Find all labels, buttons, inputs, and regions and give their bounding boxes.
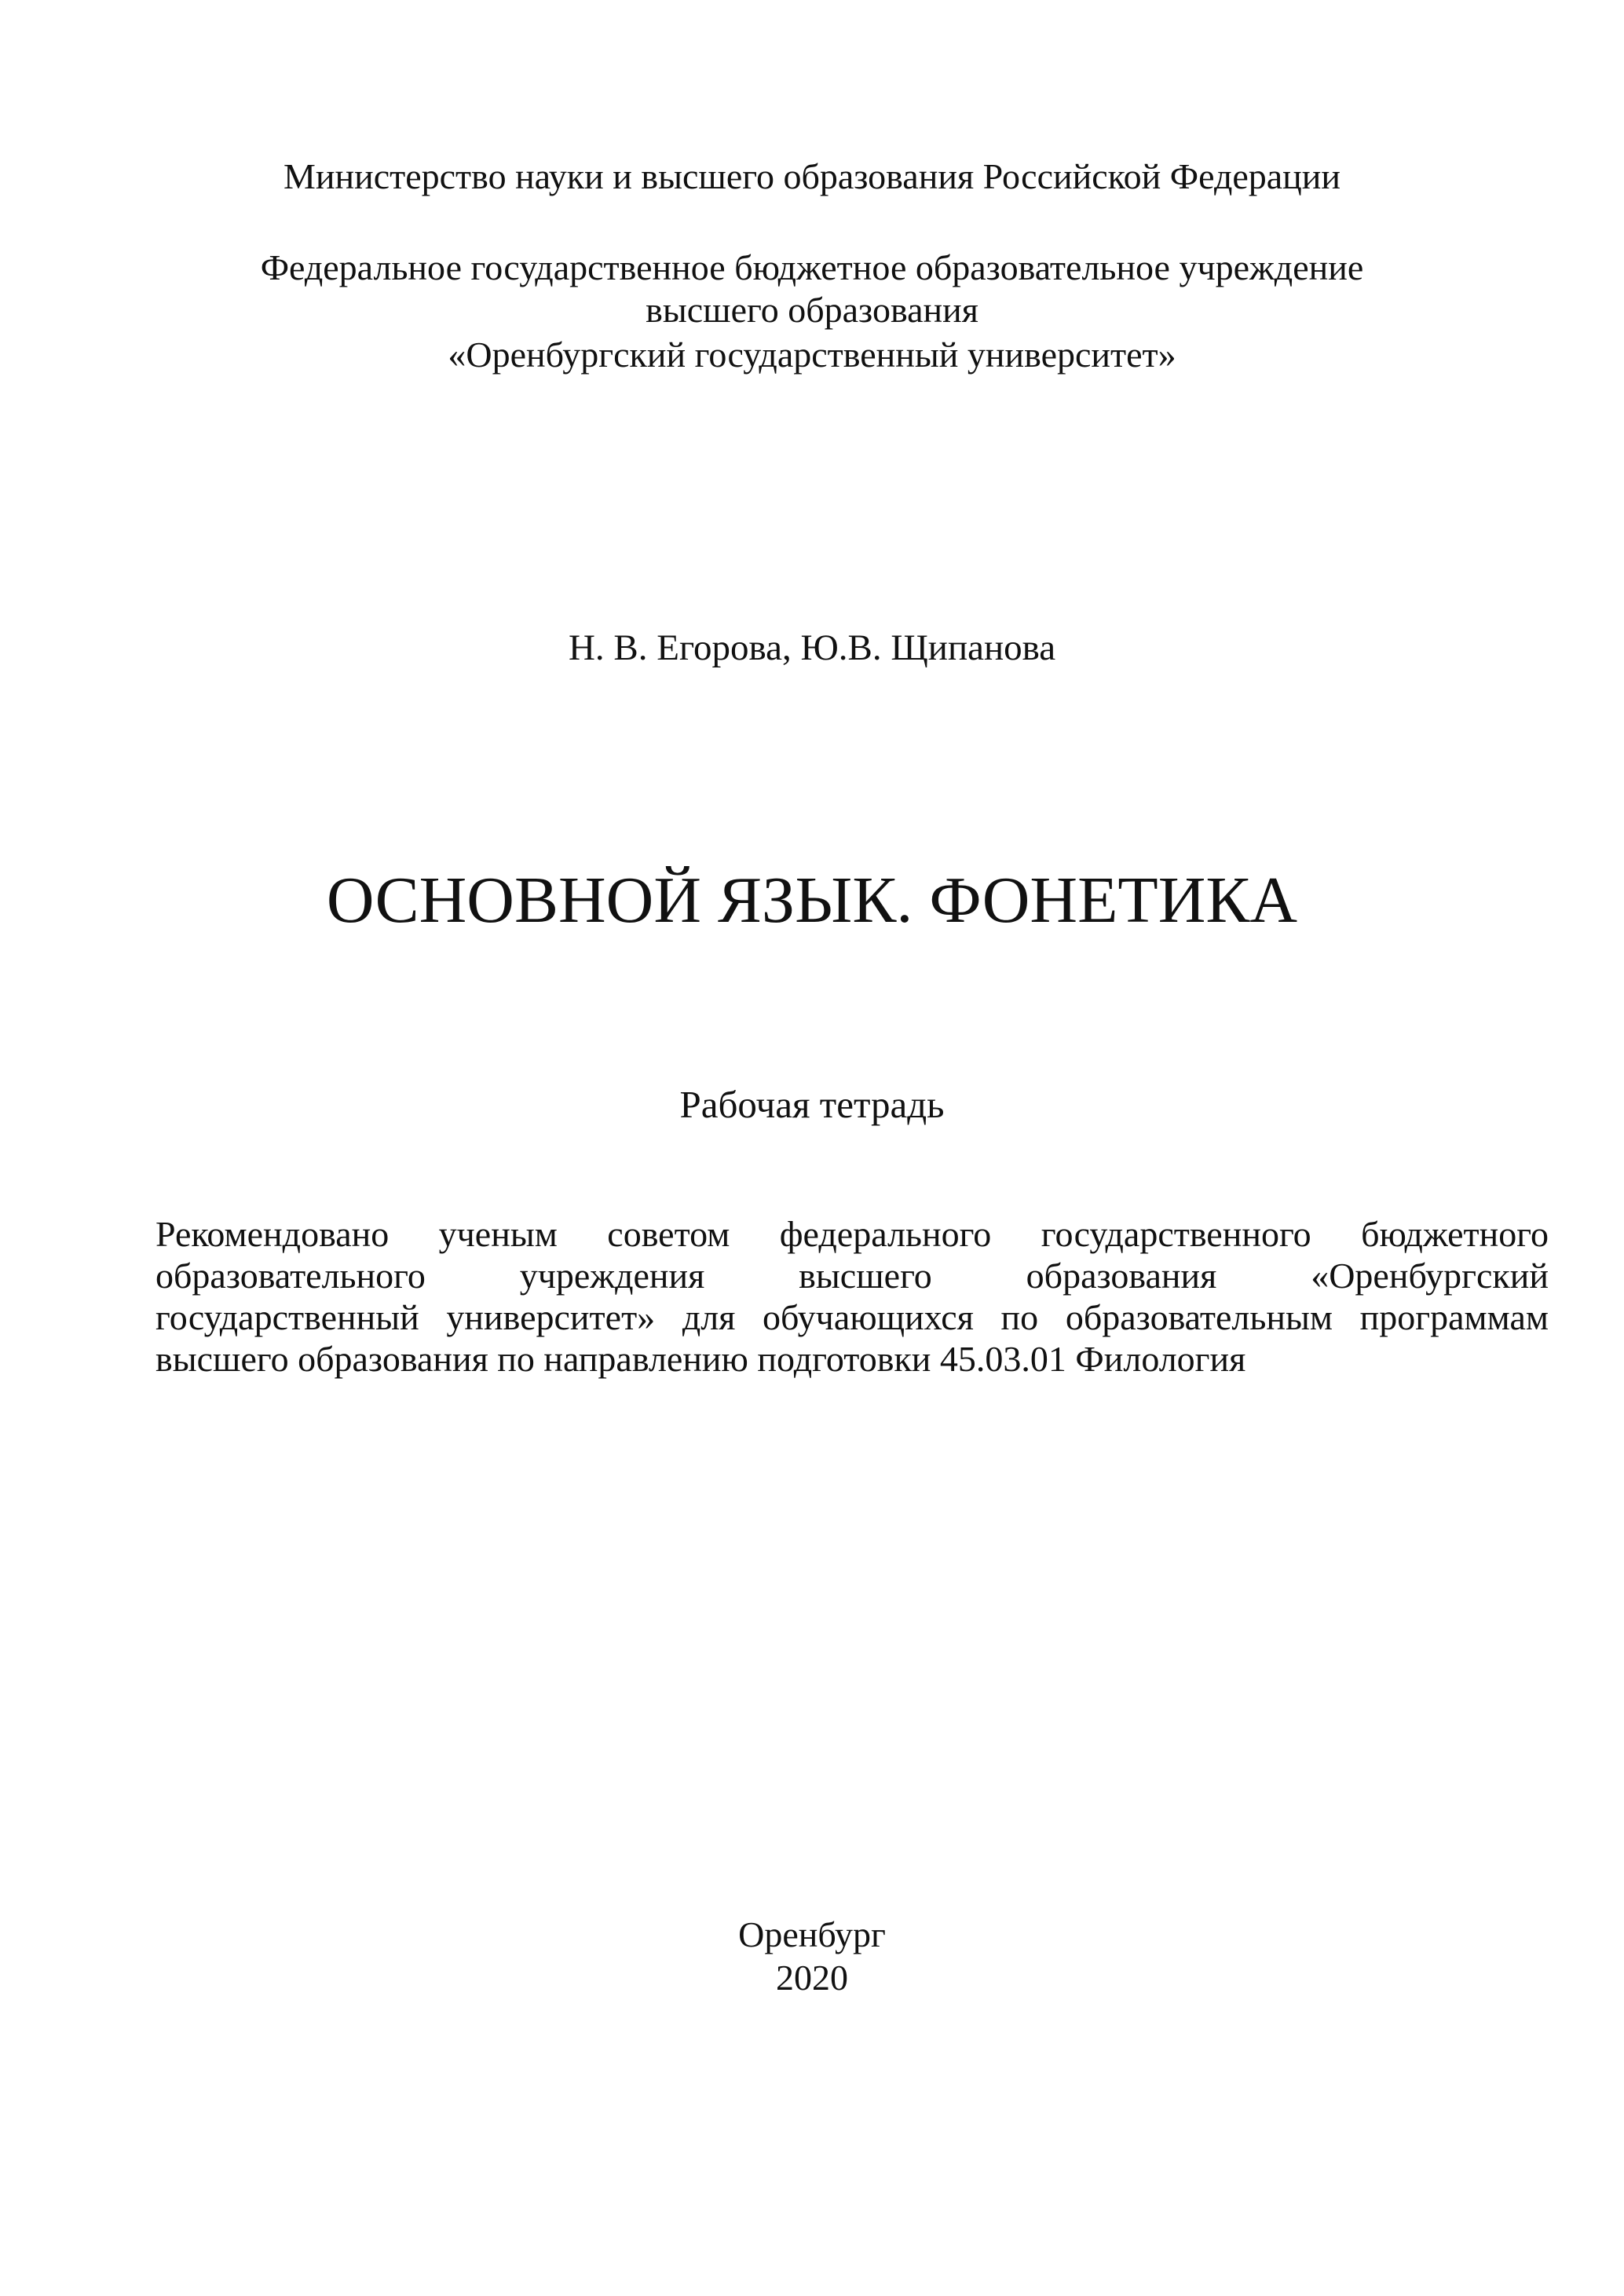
document-title: ОСНОВНОЙ ЯЗЫК. ФОНЕТИКА xyxy=(326,864,1298,937)
institution-line: Федеральное государственное бюджетное образовательное учреждение xyxy=(260,247,1364,287)
ministry-name: Министерство науки и высшего образования Российской Федерации xyxy=(283,156,1341,196)
document-subtitle: Рабочая тетрадь xyxy=(679,1083,945,1126)
publication-year: 2020 xyxy=(776,1958,848,1998)
university-name: «Оренбургский государственный университет» xyxy=(448,335,1176,375)
recommendation-line: государственный университет» для обучающихся по образовательным программам xyxy=(155,1297,1549,1337)
recommendation-paragraph xyxy=(155,1213,1549,1380)
authors: Н. В. Егорова, Ю.В. Щипанова xyxy=(568,627,1056,668)
recommendation-line: образовательного учреждения высшего образования «Оренбургский xyxy=(155,1256,1549,1296)
recommendation-line: Рекомендовано ученым советом федерального государственного бюджетного xyxy=(155,1214,1549,1254)
institution-line: высшего образования xyxy=(646,290,978,330)
publication-city: Оренбург xyxy=(738,1914,886,1954)
recommendation-line: высшего образования по направлению подготовки 45.03.01 Филология xyxy=(155,1339,1246,1379)
